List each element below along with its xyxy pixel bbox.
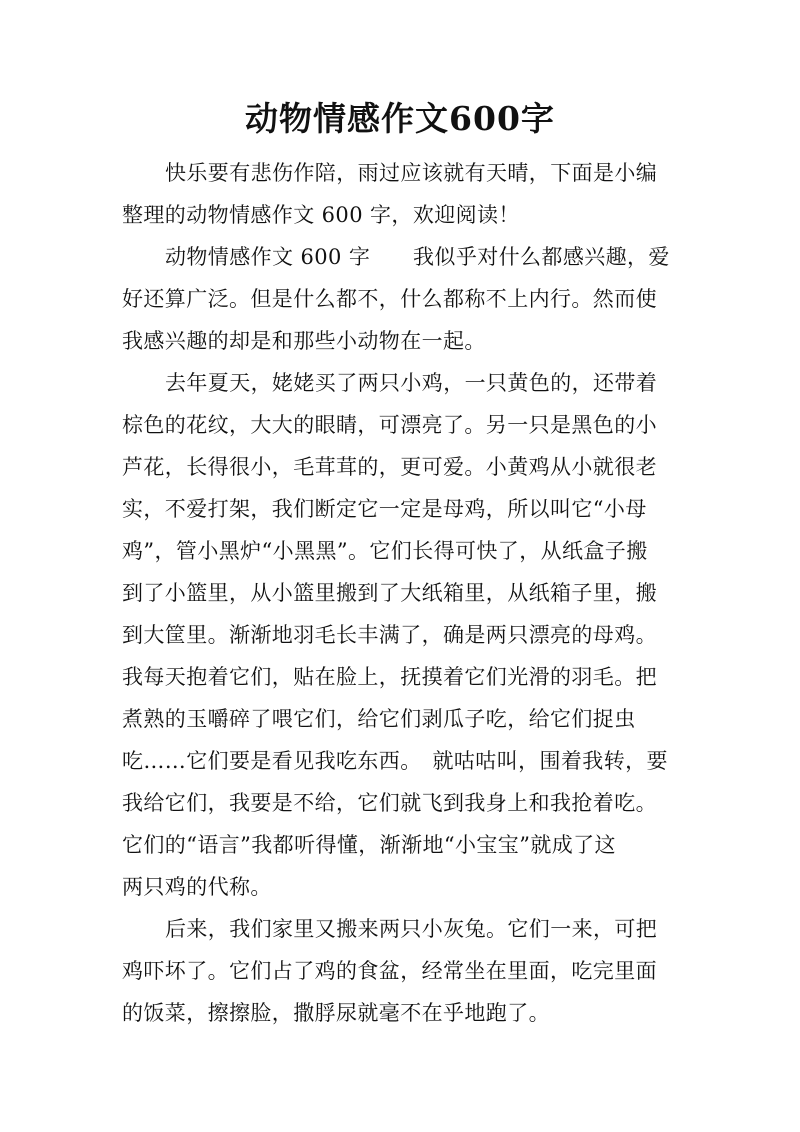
document-title: 动物情感作文600字	[245, 99, 555, 138]
text-line: 我给它们，我要是不给，它们就飞到我身上和我抢着吃。	[122, 791, 657, 815]
text-line: 鸡吓坏了。它们占了鸡的食盆，经常坐在里面，吃完里面	[122, 959, 657, 983]
text-line: 它们的“语言”我都听得懂，渐渐地“小宝宝”就成了这	[122, 833, 616, 857]
text-line: 好还算广泛。但是什么都不，什么都称不上内行。然而使	[122, 287, 657, 311]
paragraph-opening	[122, 236, 682, 362]
document-body	[122, 152, 682, 1034]
text-line: 快乐要有悲伤作陪，雨过应该就有天晴，下面是小编	[165, 161, 658, 185]
text-line: 两只鸡的代称。	[122, 875, 272, 899]
text-line: 实，不爱打架，我们断定它一定是母鸡，所以叫它“小母	[122, 497, 647, 521]
paragraph-chickens	[122, 362, 682, 908]
paragraph-rabbits	[122, 908, 682, 1034]
text-line: 芦花，长得很小，毛茸茸的，更可爱。小黄鸡从小就很老	[122, 455, 657, 479]
text-line: 吃……它们要是看见我吃东西。 就咕咕叫，围着我转，要	[122, 749, 668, 773]
text-line: 到了小篮里，从小篮里搬到了大纸箱里，从纸箱子里，搬	[122, 581, 657, 605]
text-line: 我感兴趣的却是和那些小动物在一起。	[122, 329, 486, 353]
text-line: 后来，我们家里又搬来两只小灰兔。它们一来，可把	[165, 917, 658, 941]
text-line: 鸡”，管小黑炉“小黑黑”。它们长得可快了，从纸盒子搬	[122, 539, 648, 563]
text-line: 我每天抱着它们，贴在脸上，抚摸着它们光滑的羽毛。把	[122, 665, 657, 689]
text-line: 煮熟的玉嚼碎了喂它们，给它们剥瓜子吃，给它们捉虫	[122, 707, 636, 731]
text-line: 棕色的花纹，大大的眼睛，可漂亮了。另一只是黑色的小	[122, 413, 657, 437]
paragraph-intro	[122, 152, 682, 236]
text-line: 动物情感作文 600 字 我似乎对什么都感兴趣，爱	[165, 245, 670, 269]
text-line: 的饭菜，擦擦脸，撒脬尿就毫不在乎地跑了。	[122, 1001, 550, 1025]
text-line: 整理的动物情感作文 600 字，欢迎阅读！	[122, 203, 520, 227]
text-line: 去年夏天，姥姥买了两只小鸡，一只黄色的，还带着	[165, 371, 658, 395]
text-line: 到大筐里。渐渐地羽毛长丰满了，确是两只漂亮的母鸡。	[122, 623, 657, 647]
